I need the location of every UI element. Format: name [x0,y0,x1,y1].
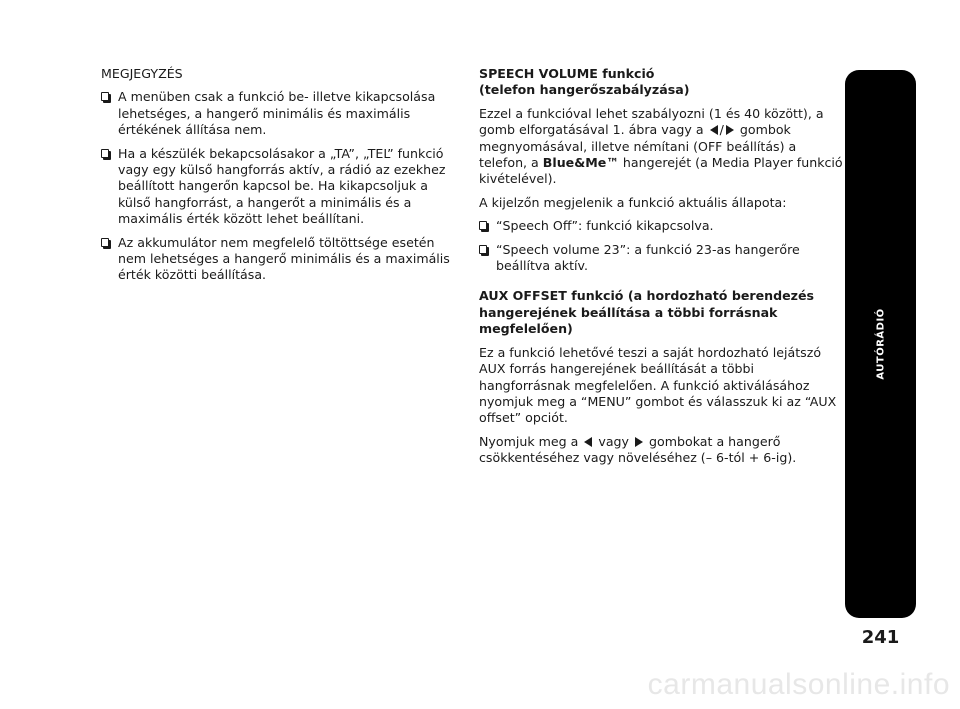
note-bullet-text: Ha a készülék bekapcsolásakor a „TA”, „TEL” funkció vagy egy külső hangforrás aktív, a rádió az ezekhez beállított hangerőn kapcsol be. Ha kikapcsoljuk a külső hangforrást, a hangerőt a minimális és a maximális érték között lehet beállítani. [118,145,446,227]
note-bullet-text: A menüben csak a funkció be- illetve kikapcsolása lehetséges, a hangerő minimális és maximális értékének állítása nem. [118,89,436,138]
right-arrow-icon [635,437,643,447]
left-arrow-icon [584,437,592,447]
speech-text-c: hangerejét (a Media Player funkció kivételével). [479,155,843,187]
status-bullet-text: “Speech Off”: funkció kikapcsolva. [496,218,714,234]
brand-name: Blue&Me™ [542,155,619,171]
note-title: MEGJEGYZÉS [101,66,183,81]
chapter-tab-label: AUTÓRÁDIÓ [875,308,886,380]
status-bullet-1 [479,218,844,234]
aux-text-b: gombokat a hangerő csökkentéséhez vagy növeléséhez (– 6-tól + 6-ig). [479,433,797,466]
speech-volume-subtitle: (telefon hangerőszabályzása) [479,82,690,98]
speech-volume-title: SPEECH VOLUME [479,66,598,81]
aux-offset-title-rest: funkció (a hordozható berendezés hangerejének beállítása a többi forrásnak megfelelően) [479,288,815,337]
watermark-text: carmanualsonline.info [647,668,950,701]
checkbox-bullet-icon [479,245,487,254]
note-bullet-3 [101,235,461,284]
speech-volume-heading [479,66,844,99]
speech-volume-title-rest: funkció [597,66,655,81]
aux-text-mid: vagy [598,433,630,449]
aux-offset-heading [479,288,844,337]
display-status-paragraph: A kijelzőn megjelenik a funkció aktuális állapota: [479,194,787,210]
left-arrow-icon [710,125,718,135]
aux-offset-instruction [479,434,844,467]
aux-offset-paragraph: Ez a funkció lehetővé teszi a saját hordozható lejátszó AUX forrás hangerejének beállítását a többi hangforrásnak megfelelően. A funkció aktiválásához nyomjuk meg a “MENU” gombot és válasszuk ki az “AUX offset” opciót. [479,344,837,426]
status-bullet-2 [479,242,844,275]
speech-text-a: Ezzel a funkcióval lehet szabályozni (1 és 40 között), a gomb elforgatásával 1. ábra vagy a [479,105,824,138]
aux-offset-title: AUX OFFSET [479,288,567,304]
checkbox-bullet-icon [101,238,109,247]
checkbox-bullet-icon [101,149,109,158]
note-bullet-2 [101,146,461,228]
page-number: 241 [861,627,900,648]
checkbox-bullet-icon [479,221,487,230]
note-bullet-1 [101,89,461,138]
chapter-side-tab [845,70,916,618]
checkbox-bullet-icon [101,92,109,101]
speech-volume-paragraph [479,106,844,188]
status-bullet-text: “Speech volume 23”: a funkció 23-as hangerőre beállítva aktív. [496,241,800,274]
note-bullet-text: Az akkumulátor nem megfelelő töltöttsége esetén nem lehetséges a hangerő minimális és a maximális érték közötti beállítása. [118,234,450,283]
right-arrow-icon [726,125,734,135]
slash-text: / [719,122,724,138]
left-column [101,66,461,291]
speech-text-b: gombok megnyomásával, illetve némítani (OFF beállítás) a telefon, a [479,122,797,171]
right-column [479,66,844,474]
aux-text-a: Nyomjuk meg a [479,433,579,449]
